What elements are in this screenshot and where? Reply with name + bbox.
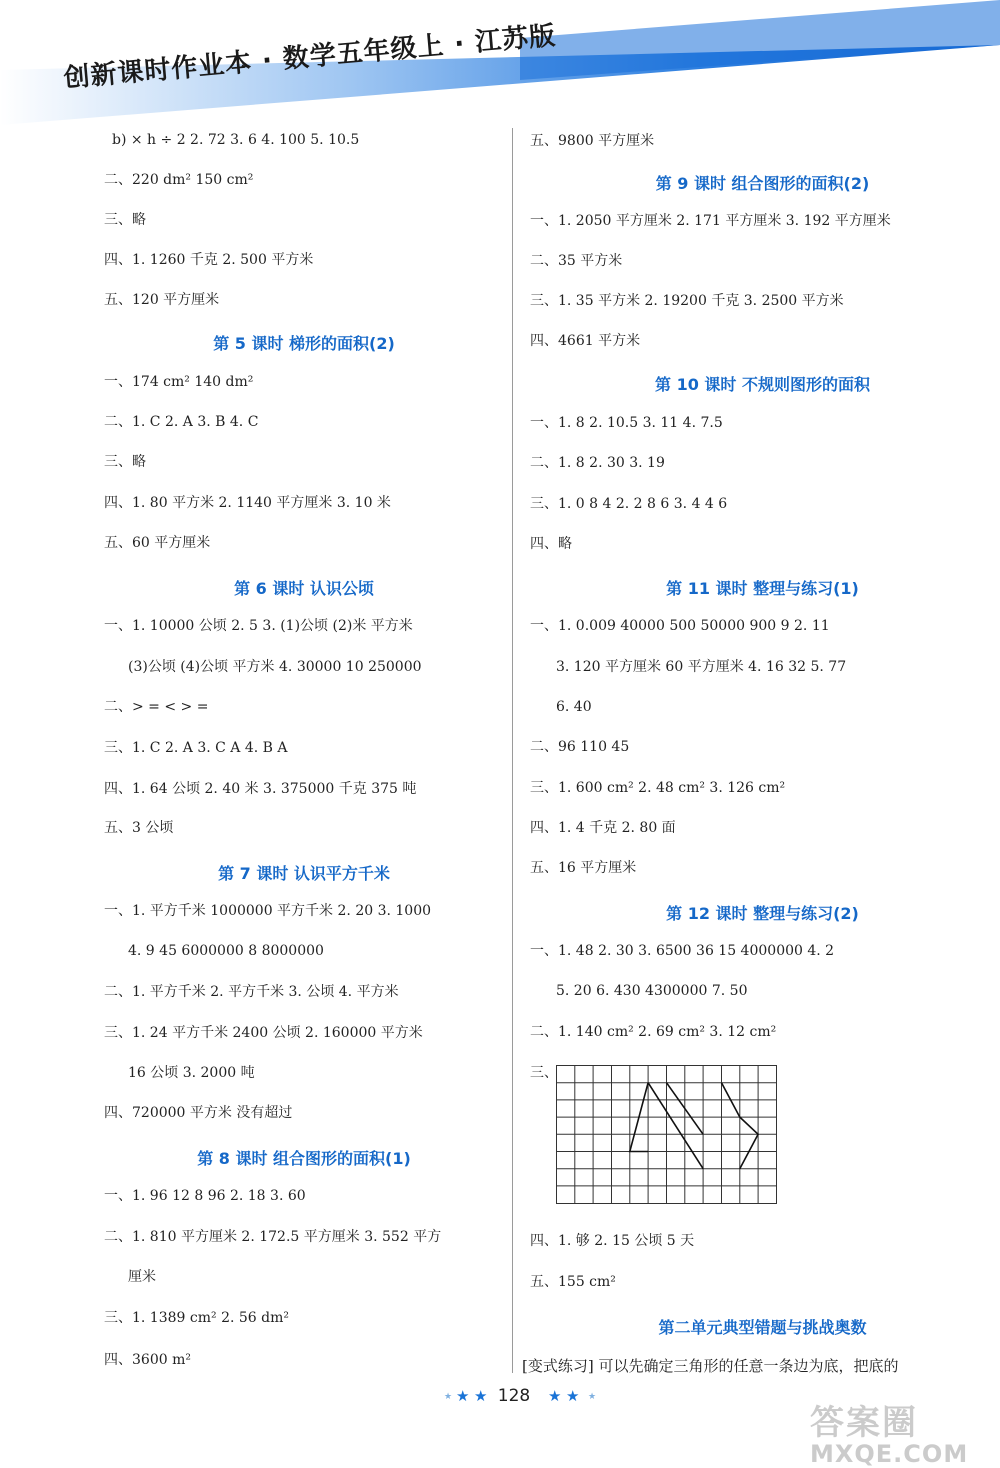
answer-line: 四、1. 1260 千克 2. 500 平方米 bbox=[104, 252, 314, 268]
section-heading: 第 8 课时 组合图形的面积(1) bbox=[197, 1149, 411, 1168]
answer-line: 四、3600 m² bbox=[104, 1352, 191, 1368]
answer-line: 三、1. 0 8 4 2. 2 8 6 3. 4 4 6 bbox=[530, 496, 728, 512]
answer-line: 五、120 平方厘米 bbox=[104, 292, 220, 308]
answer-line: 6. 40 bbox=[556, 699, 592, 715]
answer-line: 五、155 cm² bbox=[530, 1274, 616, 1290]
answer-line: 三、1. C 2. A 3. C A 4. B A bbox=[104, 740, 288, 756]
section-heading: 第 6 课时 认识公顷 bbox=[234, 579, 374, 598]
answer-line: 4. 9 45 6000000 8 8000000 bbox=[128, 943, 324, 959]
answer-line: 三、1. 24 平方千米 2400 公顷 2. 160000 平方米 bbox=[104, 1025, 423, 1041]
page-number: 128 bbox=[497, 1386, 531, 1406]
watermark-bottom: MXQE.COM bbox=[810, 1440, 969, 1468]
answer-line: b) × h ÷ 2 2. 72 3. 6 4. 100 5. 10.5 bbox=[112, 132, 360, 148]
answer-line: 三、1. 35 平方米 2. 19200 千克 3. 2500 平方米 bbox=[530, 293, 844, 309]
answer-line: 二、220 dm² 150 cm² bbox=[104, 172, 254, 188]
answer-line: 一、1. 平方千米 1000000 平方千米 2. 20 3. 1000 bbox=[104, 903, 432, 919]
star-icon: ★ bbox=[548, 1387, 562, 1405]
answer-line: 二、> = < > = bbox=[104, 699, 209, 715]
answer-line: 三、略 bbox=[104, 212, 146, 228]
answer-line: 一、1. 8 2. 10.5 3. 11 4. 7.5 bbox=[530, 415, 723, 431]
answer-line: 四、4661 平方米 bbox=[530, 333, 641, 349]
answer-line: 二、1. 8 2. 30 3. 19 bbox=[530, 455, 665, 471]
section-heading: 第 10 课时 不规则图形的面积 bbox=[655, 375, 870, 394]
star-icon: ★ bbox=[444, 1392, 453, 1402]
column-divider bbox=[512, 128, 513, 1373]
answer-line: 三、略 bbox=[104, 454, 146, 470]
section-heading: 第 5 课时 梯形的面积(2) bbox=[213, 334, 395, 353]
grid-drawing bbox=[556, 1065, 778, 1205]
star-icon: ★ bbox=[456, 1387, 470, 1405]
answer-line: 二、1. 140 cm² 2. 69 cm² 3. 12 cm² bbox=[530, 1024, 777, 1040]
answer-line: 四、1. 64 公顷 2. 40 米 3. 375000 千克 375 吨 bbox=[104, 781, 417, 797]
answer-line: 二、1. C 2. A 3. B 4. C bbox=[104, 414, 259, 430]
answer-line: (3)公顷 (4)公顷 平方米 4. 30000 10 250000 bbox=[128, 659, 422, 675]
answer-line: [变式练习] 可以先确定三角形的任意一条边为底，把底的 bbox=[522, 1357, 899, 1375]
answer-line: 一、1. 10000 公顷 2. 5 3. (1)公顷 (2)米 平方米 bbox=[104, 618, 413, 634]
answer-line: 四、1. 4 千克 2. 80 面 bbox=[530, 820, 676, 836]
grid-figure bbox=[556, 1065, 778, 1209]
book-title: 创新课时作业本 · 数学五年级上 · 江苏版 bbox=[62, 20, 558, 94]
answer-line: 一、174 cm² 140 dm² bbox=[104, 374, 254, 390]
section-heading: 第 11 课时 整理与练习(1) bbox=[666, 579, 859, 598]
header-banner bbox=[0, 0, 1000, 125]
answer-line: 一、1. 2050 平方厘米 2. 171 平方厘米 3. 192 平方厘米 bbox=[530, 213, 891, 229]
section-heading: 第 7 课时 认识平方千米 bbox=[218, 864, 390, 883]
star-icon: ★ bbox=[566, 1387, 580, 1405]
section-heading: 第 12 课时 整理与练习(2) bbox=[666, 904, 859, 923]
answer-line: 四、略 bbox=[530, 536, 572, 552]
watermark-logo bbox=[810, 1395, 968, 1468]
answer-line: 四、1. 够 2. 15 公顷 5 天 bbox=[530, 1233, 695, 1249]
answer-line: 二、1. 810 平方厘米 2. 172.5 平方厘米 3. 552 平方 bbox=[104, 1229, 442, 1245]
answer-line: 二、1. 平方千米 2. 平方千米 3. 公顷 4. 平方米 bbox=[104, 984, 399, 1000]
answer-line: 五、60 平方厘米 bbox=[104, 535, 211, 551]
section-heading: 第二单元典型错题与挑战奥数 bbox=[658, 1318, 867, 1337]
section-heading: 第 9 课时 组合图形的面积(2) bbox=[655, 174, 870, 193]
answer-line: 五、16 平方厘米 bbox=[530, 860, 637, 876]
watermark-top: 答案圈 bbox=[810, 1403, 918, 1443]
answer-line: 16 公顷 3. 2000 吨 bbox=[128, 1065, 255, 1081]
answer-line: 5. 20 6. 430 4300000 7. 50 bbox=[556, 983, 748, 999]
answer-line: 三、1. 600 cm² 2. 48 cm² 3. 126 cm² bbox=[530, 780, 786, 796]
answer-line: 五、3 公顷 bbox=[104, 820, 174, 836]
answer-line: 四、720000 平方米 没有超过 bbox=[104, 1105, 293, 1121]
answer-line: 一、1. 48 2. 30 3. 6500 36 15 4000000 4. 2 bbox=[530, 943, 835, 959]
answer-line: 五、9800 平方厘米 bbox=[530, 133, 655, 149]
answer-line: 厘米 bbox=[128, 1269, 156, 1285]
answer-line: 三、 bbox=[530, 1065, 558, 1081]
answer-line: 三、1. 1389 cm² 2. 56 dm² bbox=[104, 1310, 289, 1326]
answer-line: 二、35 平方米 bbox=[530, 253, 623, 269]
star-icon: ★ bbox=[588, 1392, 597, 1402]
answer-line: 二、96 110 45 bbox=[530, 739, 630, 755]
answer-line: 一、1. 0.009 40000 500 50000 900 9 2. 11 bbox=[530, 618, 830, 634]
answer-line: 3. 120 平方厘米 60 平方厘米 4. 16 32 5. 77 bbox=[556, 659, 847, 675]
answer-line: 一、1. 96 12 8 96 2. 18 3. 60 bbox=[104, 1188, 306, 1204]
star-icon: ★ bbox=[474, 1387, 488, 1405]
answer-line: 四、1. 80 平方米 2. 1140 平方厘米 3. 10 米 bbox=[104, 495, 391, 511]
